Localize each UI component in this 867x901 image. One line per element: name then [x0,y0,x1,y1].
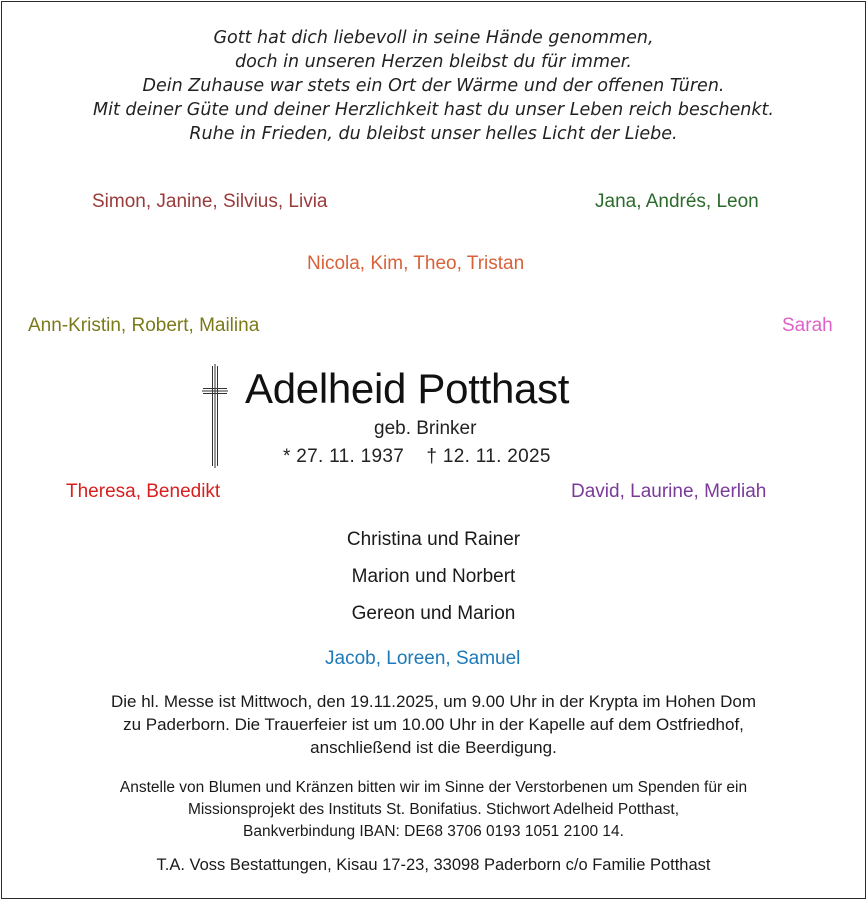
children-list [2,521,865,632]
verse-line: Mit deiner Güte und deiner Herzlichkeit hast du unser Leben reich beschenkt. [93,100,774,120]
cross-icon [202,364,228,468]
grandchildren-theresa: Theresa, Benedikt [66,481,221,502]
grandchildren-simon: Simon, Janine, Silvius, Livia [92,191,328,212]
child-couple: Christina und Rainer [346,529,521,550]
mass-notice [2,690,865,759]
notice-line: Die hl. Messe ist Mittwoch, den 19.11.2025, um 9.00 Uhr in der Krypta im Hohen Dom [110,692,757,711]
grandchildren-jana: Jana, Andrés, Leon [595,191,759,212]
verse-line: Dein Zuhause war stets ein Ort der Wärme und der offenen Türen. [142,76,725,96]
notice-line: Bankverbindung IBAN: DE68 3706 0193 1051 2100 14. [243,823,624,840]
grandchildren-ann-kristin: Ann-Kristin, Robert, Mailina [28,315,260,336]
notice-line: Anstelle von Blumen und Kränzen bitten wir im Sinne der Verstorbenen um Spenden für ein [119,779,748,796]
child-couple: Gereon und Marion [351,603,516,624]
undertaker-line: T.A. Voss Bestattungen, Kisau 17-23, 33098 Paderborn c/o Familie Potthast [156,856,711,874]
grandchildren-sarah: Sarah [782,315,833,336]
notice-line: anschließend ist die Beerdigung. [310,738,557,757]
notice-line: zu Paderborn. Die Trauerfeier ist um 10.00 Uhr in der Kapelle auf dem Ostfriedhof, [123,715,744,734]
grandchildren-nicola: Nicola, Kim, Theo, Tristan [307,253,525,274]
donation-notice [2,777,865,843]
deceased-name: Adelheid Potthast [245,365,570,412]
verse-line: Gott hat dich liebevoll in seine Hände genommen, [213,28,654,48]
verse-line: doch in unseren Herzen bleibst du für immer. [235,52,632,72]
grandchildren-jacob: Jacob, Loreen, Samuel [325,648,521,669]
verse-line: Ruhe in Frieden, du bleibst unser helles Licht der Liebe. [189,124,678,144]
child-couple: Marion und Norbert [351,566,516,587]
grandchildren-david: David, Laurine, Merliah [571,481,767,502]
memorial-verse [2,26,865,146]
notice-line: Missionsprojekt des Instituts St. Bonifatius. Stichwort Adelheid Potthast, [187,801,680,818]
life-dates: * 27. 11. 1937 † 12. 11. 2025 [283,446,551,467]
obituary-card [1,1,866,899]
birth-name: geb. Brinker [374,418,477,439]
